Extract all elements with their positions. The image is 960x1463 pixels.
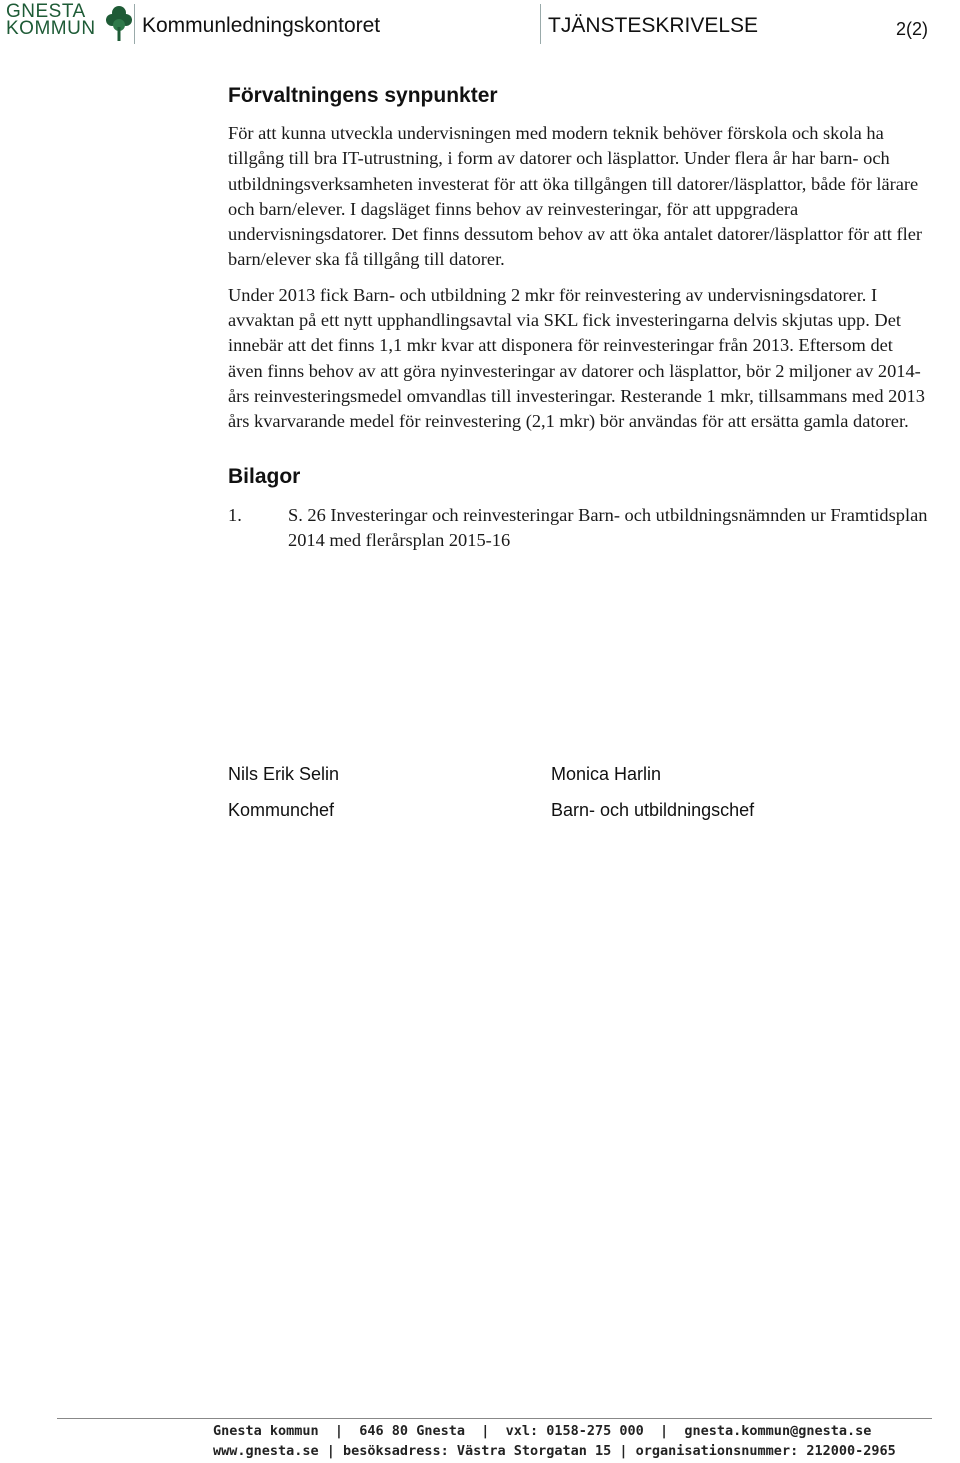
tree-icon [104,3,134,43]
section-heading: Bilagor [228,464,301,488]
list-item [228,503,928,554]
section-heading: Förvaltningens synpunkter [228,84,498,107]
header-separator [540,4,541,44]
gnesta-kommun-logo [6,3,136,43]
document-body [228,80,928,553]
logo-line-2: KOMMUN [6,18,96,39]
logo-line-1: GNESTA [6,1,86,22]
signature-name: Nils Erik Selin [228,764,340,784]
document-type: TJÄNSTESKRIVELSE [548,14,759,37]
footer-divider [57,1418,932,1419]
page-number: 2(2) [896,19,929,39]
paragraph: För att kunna utveckla undervisningen med modern teknik behöver förskola och skola ha tillgång till bra IT-utrustning, i form av datorer och läsplattor. Under flera år har barn- och utbildningsverksamheten investerat för att öka tillgången till datorer/läsplattor, både för lärare och barn/elever. I dagsläget finns behov av reinvesteringar, för att uppgradera undervisningsdatorer. Det finns dessutom behov av att öka antalet datorer/läsplattor för att fler barn/elever ska få tillgång till datorer. [228,123,923,270]
footer-contact-line: Gnesta kommun | 646 80 Gnesta | vxl: 0158-275 000 | gnesta.kommun@gnesta.se [213,1423,872,1439]
list-item-number: 1. [228,504,242,525]
signature-name: Monica Harlin [551,764,662,784]
signature-title: Kommunchef [228,800,335,820]
header-separator [134,4,135,44]
attachment-list [228,503,928,554]
signature-title: Barn- och utbildningschef [551,800,755,820]
department-name: Kommunledningskontoret [142,14,381,37]
footer-address-line: www.gnesta.se | besöksadress: Västra Storgatan 15 | organisationsnummer: 212000-2965 [213,1443,896,1459]
document-header [0,0,960,52]
list-item-text: S. 26 Investeringar och reinvesteringar Barn- och utbildningsnämnden ur Framtidsplan 2014 med flerårsplan 2015-16 [288,504,928,550]
paragraph: Under 2013 fick Barn- och utbildning 2 mkr för reinvestering av undervisningsdatorer. I avvaktan på ett nytt upphandlingsavtal via SKL fick investeringarna delvis skjutas upp. Det innebär att det finns 1,1 mkr kvar att disponera för reinvesteringar från 2013. Eftersom det även finns behov av att göra nyinvesteringar av datorer och läsplattor, bör 2 miljoner av 2014-års reinvesteringsmedel omvandlas till investeringar. Resterande 1 mkr, tillsammans med 2013 års kvarvarande medel för reinvestering (2,1 mkr) bör användas för att ersätta gamla datorer. [228,284,925,432]
